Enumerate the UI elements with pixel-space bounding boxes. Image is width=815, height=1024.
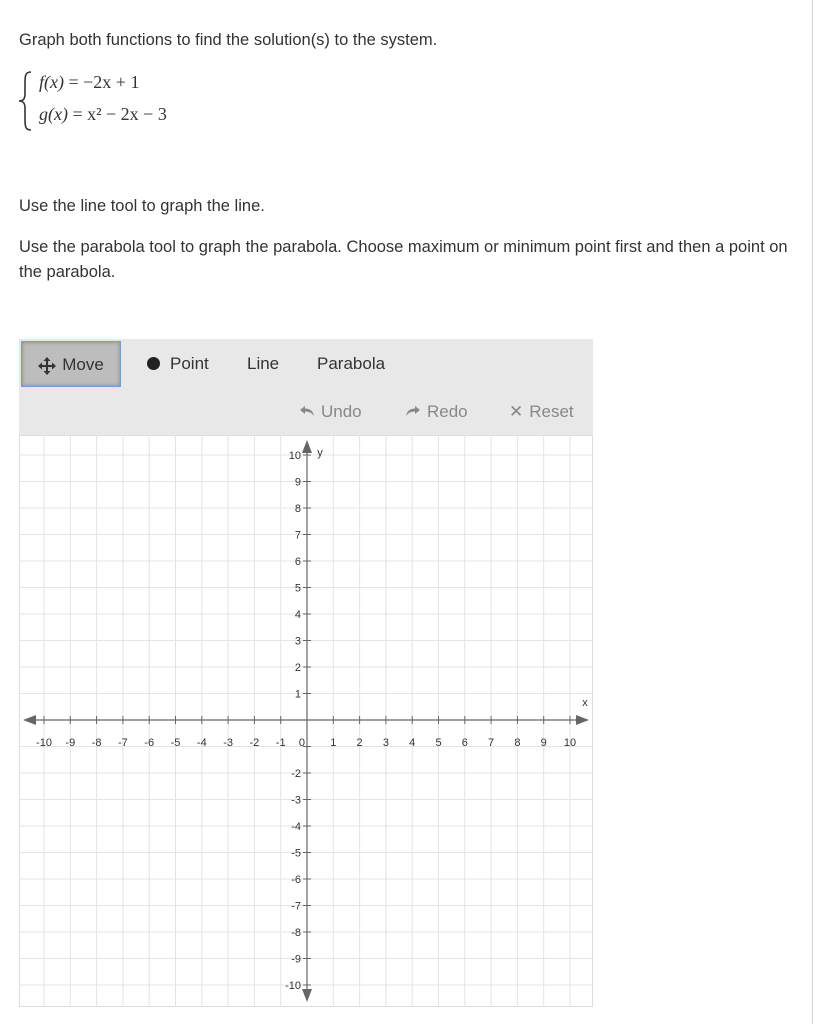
y-tick-label: 4 (294, 609, 301, 621)
y-axis-label: y (317, 447, 323, 459)
y-tick-label: -7 (291, 900, 301, 913)
undo-label: Undo (321, 402, 362, 421)
x-tick-label: 9 (540, 737, 547, 749)
x-tick-label: 2 (356, 737, 363, 749)
parabola-tool-label: Parabola (317, 354, 386, 373)
point-icon (147, 357, 160, 370)
equation-g (39, 104, 167, 125)
equation-g-lhs: g(x) (39, 104, 68, 124)
y-tick-label: 8 (294, 503, 301, 515)
graph-toolbar (19, 339, 593, 389)
point-tool-label: Point (170, 354, 209, 373)
y-tick-label: -2 (291, 768, 301, 780)
y-tick-label: 1 (294, 688, 301, 701)
x-axis-label: x (582, 697, 588, 709)
x-tick-label: -8 (91, 737, 102, 749)
redo-label: Redo (427, 402, 468, 421)
y-tick-label: -6 (291, 874, 301, 886)
y-tick-label: 2 (294, 662, 301, 674)
graph-action-bar (19, 389, 593, 435)
graph-canvas[interactable] (19, 435, 593, 1007)
y-tick-label: 10 (288, 450, 301, 462)
move-tool-button[interactable] (21, 341, 121, 387)
parabola-tool-button[interactable] (317, 341, 385, 387)
reset-button[interactable] (509, 389, 574, 435)
x-tick-label: 4 (409, 737, 416, 749)
x-tick-label: -10 (36, 737, 52, 749)
x-tick-label: 6 (461, 737, 468, 749)
x-tick-label: 5 (435, 737, 442, 749)
x-tick-label: -1 (275, 737, 286, 749)
y-tick-label: -3 (291, 794, 301, 807)
x-tick-label: -6 (144, 737, 155, 749)
x-tick-label: 10 (563, 737, 577, 749)
move-icon (38, 357, 56, 375)
y-tick-label: 9 (294, 476, 301, 489)
reset-label: Reset (529, 402, 574, 421)
move-tool-label: Move (62, 355, 104, 374)
y-tick-label: -5 (291, 847, 301, 860)
line-tool-label: Line (247, 354, 280, 373)
x-tick-label: -3 (223, 737, 233, 749)
redo-icon (405, 405, 421, 417)
graph-tool-panel (19, 339, 593, 435)
undo-icon (299, 405, 315, 417)
x-tick-label: -9 (65, 737, 76, 749)
reset-icon: ✕ (509, 402, 524, 421)
instruction-parabola-tool: Use the parabola tool to graph the parabola. Choose maximum or minimum point first and then a point on the parabola. (19, 238, 788, 281)
page-right-border (812, 0, 813, 1024)
y-tick-label: -10 (285, 980, 301, 992)
y-tick-label: -9 (291, 953, 301, 966)
equation-g-rhs: = x² − 2x − 3 (72, 104, 167, 124)
question-prompt: Graph both functions to find the solution(s) to the system. (19, 31, 438, 49)
x-tick-label: 7 (488, 737, 495, 749)
x-tick-label: 8 (514, 737, 521, 749)
y-tick-label: -8 (291, 927, 301, 939)
line-tool-button[interactable] (247, 341, 279, 387)
x-tick-label: -7 (118, 737, 128, 749)
instruction-line-tool: Use the line tool to graph the line. (19, 197, 265, 215)
equation-f-lhs: f(x) (39, 72, 64, 92)
y-tick-label: -4 (291, 821, 301, 833)
x-tick-label: 1 (330, 737, 337, 749)
y-tick-label: 6 (294, 556, 301, 568)
x-tick-label: -2 (249, 737, 260, 749)
graph-frame (20, 436, 593, 1007)
y-tick-label: 7 (294, 529, 301, 542)
origin-label: 0 (298, 737, 305, 749)
equation-f-rhs: = −2x + 1 (68, 72, 140, 92)
undo-button[interactable] (299, 389, 362, 435)
point-tool-button[interactable] (147, 341, 209, 387)
equation-f (39, 72, 139, 93)
coordinate-graph[interactable] (19, 435, 593, 1007)
y-tick-label: 3 (294, 635, 301, 648)
x-tick-label: -4 (196, 737, 207, 749)
redo-button[interactable] (405, 389, 468, 435)
x-tick-label: -5 (170, 737, 181, 749)
system-brace (17, 70, 33, 132)
x-tick-label: 3 (382, 737, 389, 749)
y-tick-label: 5 (294, 582, 301, 595)
